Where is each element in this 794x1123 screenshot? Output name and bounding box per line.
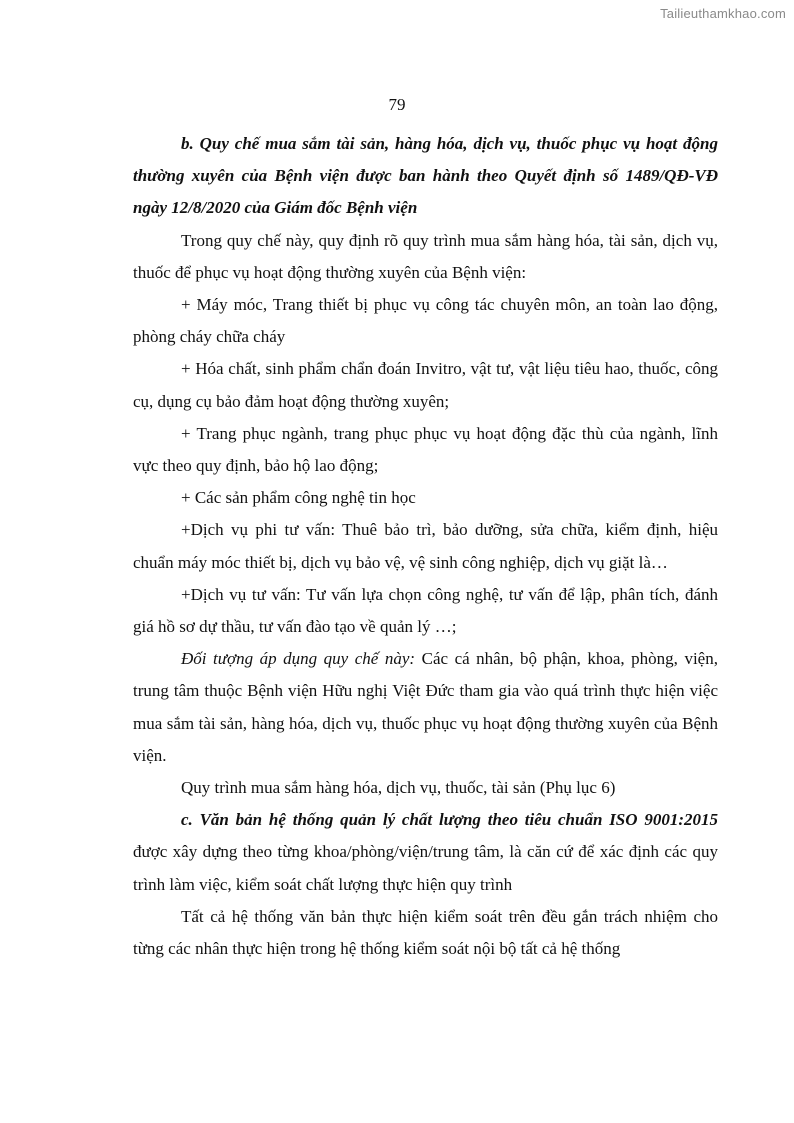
list-item: + Máy móc, Trang thiết bị phục vụ công tác chuyên môn, an toàn lao động, phòng cháy chữa cháy xyxy=(133,295,718,347)
section-c-heading: c. Văn bản hệ thống quản lý chất lượng theo tiêu chuẩn ISO 9001:2015 xyxy=(181,810,718,830)
list-item: + Các sản phẩm công nghệ tin học xyxy=(181,488,416,508)
list-item: + Hóa chất, sinh phẩm chẩn đoán Invitro, vật tư, vật liệu tiêu hao, thuốc, công cụ, dụng cụ bảo đảm hoạt động thường xuyên; xyxy=(133,359,718,411)
scope-text: Các cá nhân, bộ phận, khoa, phòng, viện, trung tâm thuộc Bệnh viện Hữu nghị Việt Đức tham gia vào quá trình thực hiện việc mua sắm tài sản, hàng hóa, dịch vụ, thuốc phục vụ hoạt động thường xuyên của Bệnh viện. xyxy=(133,649,718,765)
watermark: Tailieuthamkhao.com xyxy=(660,6,786,21)
section-c-heading-rest: được xây dựng theo từng khoa/phòng/viện/trung tâm, là căn cứ để xác định các quy trình làm việc, kiểm soát chất lượng thực hiện quy trình xyxy=(133,842,718,894)
procedure-paragraph: Quy trình mua sắm hàng hóa, dịch vụ, thuốc, tài sản (Phụ lục 6) xyxy=(181,778,616,798)
section-b-heading: b. Quy chế mua sắm tài sản, hàng hóa, dịch vụ, thuốc phục vụ hoạt động thường xuyên của Bệnh viện được ban hành theo Quyết định số 1489/QĐ-VĐ ngày 12/8/2020 của Giám đốc Bệnh viện xyxy=(133,134,718,218)
list-item: + Trang phục ngành, trang phục phục vụ hoạt động đặc thù của ngành, lĩnh vực theo quy định, bảo hộ lao động; xyxy=(133,423,718,476)
document-body xyxy=(133,128,718,965)
page-number: 79 xyxy=(388,95,406,114)
list-item: +Dịch vụ phi tư vấn: Thuê bảo trì, bảo dưỡng, sửa chữa, kiểm định, hiệu chuẩn máy móc thiết bị, dịch vụ bảo vệ, vệ sinh công nghiệp, dịch vụ giặt là… xyxy=(133,520,718,572)
list-item: +Dịch vụ tư vấn: Tư vấn lựa chọn công nghệ, tư vấn để lập, phân tích, đánh giá hồ sơ dự thầu, tư vấn đào tạo về quản lý …; xyxy=(133,584,718,637)
section-c-paragraph xyxy=(133,804,718,901)
scope-paragraph xyxy=(133,643,718,772)
closing-paragraph: Tất cả hệ thống văn bản thực hiện kiểm soát trên đều gắn trách nhiệm cho từng các nhân thực hiện trong hệ thống kiểm soát nội bộ tất cả hệ thống xyxy=(133,906,718,959)
section-b-intro: Trong quy chế này, quy định rõ quy trình mua sắm hàng hóa, tài sản, dịch vụ, thuốc để phục vụ hoạt động thường xuyên của Bệnh viện: xyxy=(133,230,718,282)
scope-label: Đối tượng áp dụng quy chế này: xyxy=(181,649,416,669)
